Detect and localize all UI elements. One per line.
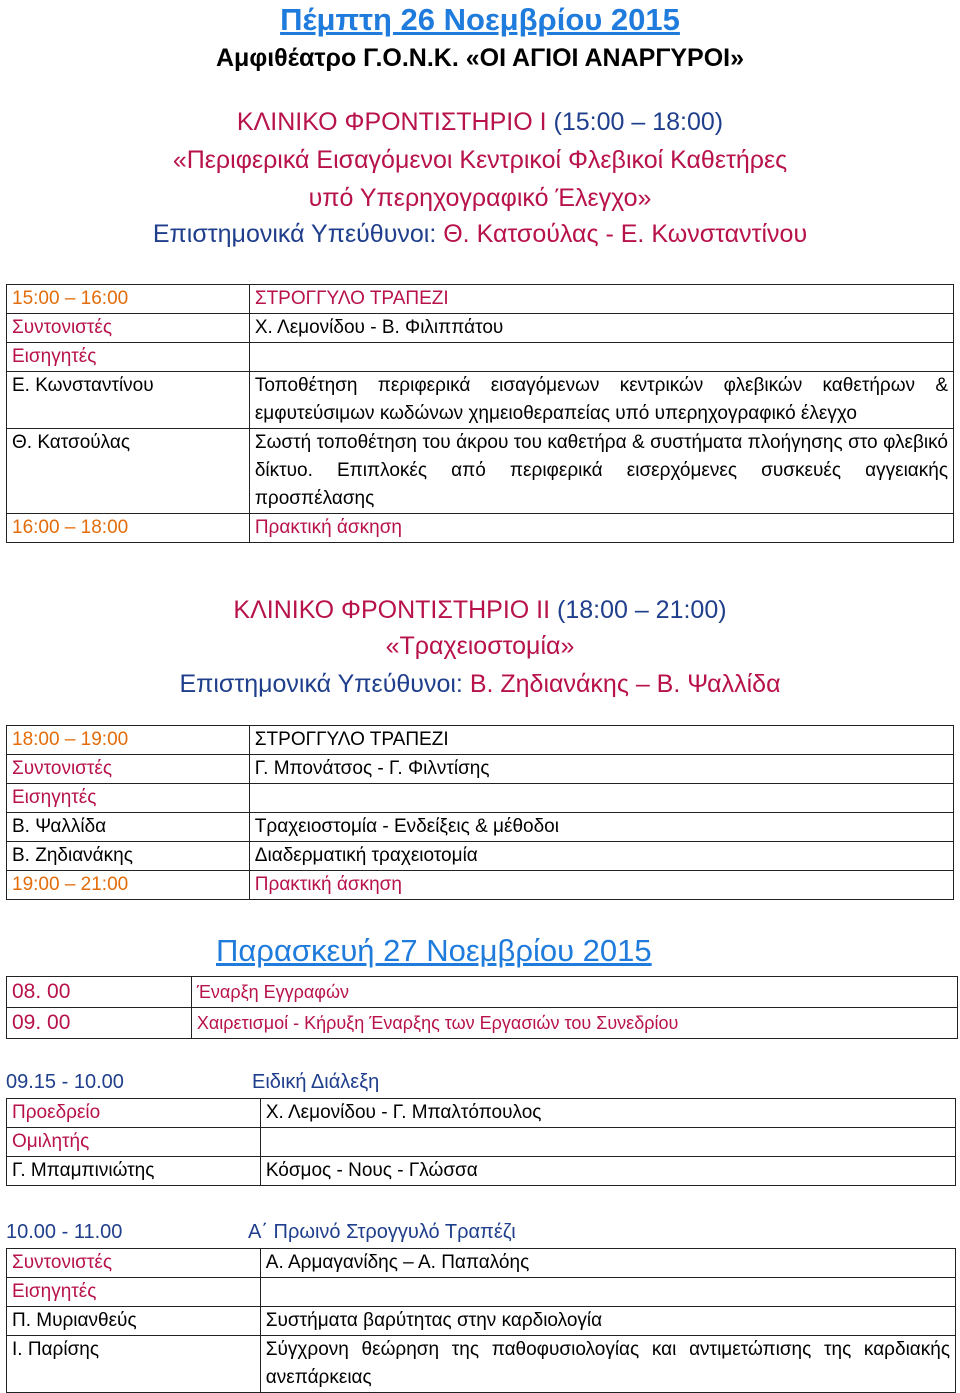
table-row — [7, 755, 954, 784]
empty-cell — [260, 1128, 955, 1157]
speakers-label: Εισηγητές — [7, 784, 250, 813]
table-row — [7, 285, 954, 314]
table-row — [7, 514, 954, 543]
seminar2-subtitle: «Τραχειοστομία» — [385, 632, 575, 660]
table-row — [7, 1128, 956, 1157]
seminar2-resp-label: Επιστημονικά Υπεύθυνοι: — [179, 670, 463, 698]
speaker-name: Β. Ψαλλίδα — [7, 813, 250, 842]
coordinators-label: Συντονιστές — [7, 1249, 261, 1278]
session-time: 15:00 – 16:00 — [7, 285, 250, 314]
roundtable-time: 10.00 - 11.00 — [6, 1221, 123, 1243]
table-row — [7, 813, 954, 842]
speaker-name: Β. Ζηδιανάκης — [7, 842, 250, 871]
session-type: ΣΤΡΟΓΓΥΛΟ ΤΡΑΠΕΖΙ — [249, 726, 953, 755]
lecture-table — [6, 1098, 956, 1186]
empty-cell — [260, 1278, 955, 1307]
session-time: 09. 00 — [7, 1008, 192, 1039]
speaker-name: Γ. Μπαμπινιώτης — [7, 1157, 261, 1186]
coordinators-label: Συντονιστές — [7, 314, 250, 343]
talk-title: Σύγχρονη θεώρηση της παθοφυσιολογίας και αντιμετώπισης της καρδιακής ανεπάρκειας — [260, 1336, 955, 1393]
seminar2-responsible — [0, 666, 960, 702]
lecture-time: 09.15 - 10.00 — [6, 1071, 124, 1093]
seminar2-title: ΚΛΙΝΙΚΟ ΦΡΟΝΤΙΣΤΗΡΙΟ ΙΙ — [233, 596, 551, 624]
table-row — [7, 1278, 956, 1307]
talk-title: Διαδερματική τραχειοτομία — [249, 842, 953, 871]
coordinators-names: Γ. Μπονάτσος - Γ. Φιλντίσης — [249, 755, 953, 784]
table-row — [7, 842, 954, 871]
day2-date-title: Παρασκευή 27 Νοεμβρίου 2015 — [216, 933, 652, 968]
talk-title: Τραχειοστομία - Ενδείξεις & μέθοδοι — [249, 813, 953, 842]
session-time: 16:00 – 18:00 — [7, 514, 250, 543]
table-row — [7, 1249, 956, 1278]
speaker-name: Π. Μυριανθεύς — [7, 1307, 261, 1336]
table-row — [7, 1099, 956, 1128]
table-row — [7, 372, 954, 429]
chair-names: Χ. Λεμονίδου - Γ. Μπαλτόπουλος — [260, 1099, 955, 1128]
seminar1-subtitle-1: «Περιφερικά Εισαγόμενοι Κεντρικοί Φλεβικοί Καθετήρες — [172, 146, 788, 174]
coordinators-names: Χ. Λεμονίδου - Β. Φιλιππάτου — [249, 314, 953, 343]
coordinators-label: Συντονιστές — [7, 755, 250, 784]
speaker-name: Ε. Κωνσταντίνου — [7, 372, 250, 429]
seminar1-resp-label: Επιστημονικά Υπεύθυνοι: — [152, 220, 437, 248]
seminar1-responsible — [0, 216, 960, 252]
session-text: Έναρξη Εγγραφών — [191, 977, 957, 1008]
session-time: 08. 00 — [7, 977, 192, 1008]
table-row — [7, 977, 958, 1008]
lecture-title: Ειδική Διάλεξη — [252, 1071, 380, 1093]
session-time: 18:00 – 19:00 — [7, 726, 250, 755]
seminar2-heading — [0, 592, 960, 628]
roundtable-table — [6, 1248, 956, 1393]
talk-title: Τοποθέτηση περιφερικά εισαγόμενων κεντρικών φλεβικών καθετήρων & εμφυτεύσιμων κωδώνων χημειοθεραπείας υπό υπερηχογραφικό έλεγχο — [249, 372, 953, 429]
chair-label: Προεδρείο — [7, 1099, 261, 1128]
seminar2-time: (18:00 – 21:00) — [557, 596, 727, 624]
speakers-label: Εισηγητές — [7, 343, 250, 372]
table-row — [7, 314, 954, 343]
practical-label: Πρακτική άσκηση — [249, 514, 953, 543]
venue-title: Αμφιθέατρο Γ.Ο.Ν.Κ. «ΟΙ ΑΓΙΟΙ ΑΝΑΡΓΥΡΟΙ» — [215, 44, 744, 72]
seminar1-time: (15:00 – 18:00) — [553, 108, 724, 136]
empty-cell — [249, 784, 953, 813]
speaker-name: Θ. Κατσούλας — [7, 429, 250, 514]
table-row — [7, 784, 954, 813]
page-date-title: Πέμπτη 26 Νοεμβρίου 2015 — [280, 2, 680, 37]
speaker-name: Ι. Παρίσης — [7, 1336, 261, 1393]
roundtable-title: Α΄ Πρωινό Στρογγυλό Τραπέζι — [248, 1221, 516, 1243]
seminar2-table — [6, 725, 954, 900]
table-row — [7, 1307, 956, 1336]
session-text: Χαιρετισμοί - Κήρυξη Έναρξης των Εργασιών του Συνεδρίου — [191, 1008, 957, 1039]
speakers-label: Εισηγητές — [7, 1278, 261, 1307]
session-type: ΣΤΡΟΓΓΥΛΟ ΤΡΑΠΕΖΙ — [249, 285, 953, 314]
seminar1-heading — [0, 104, 960, 140]
talk-title: Σωστή τοποθέτηση του άκρου του καθετήρα & συστήματα πλοήγησης στο φλεβικό δίκτυο. Επιπλοκές από περιφερικά εισερχόμενες συσκευές αγγειακής προσπέλασης — [249, 429, 953, 514]
seminar1-title: ΚΛΙΝΙΚΟ ΦΡΟΝΤΙΣΤΗΡΙΟ Ι — [236, 108, 547, 136]
session-time: 19:00 – 21:00 — [7, 871, 250, 900]
coordinators-names: Α. Αρμαγανίδης – Α. Παπαλόης — [260, 1249, 955, 1278]
seminar1-subtitle-2: υπό Υπερηχογραφικό Έλεγχο» — [308, 184, 652, 212]
talk-title: Κόσμος - Νους - Γλώσσα — [260, 1157, 955, 1186]
speaker-label: Ομιλητής — [7, 1128, 261, 1157]
seminar1-table — [6, 284, 954, 543]
empty-cell — [249, 343, 953, 372]
table-row — [7, 726, 954, 755]
table-row — [7, 429, 954, 514]
seminar1-resp-names: Θ. Κατσούλας - Ε. Κωνσταντίνου — [443, 220, 808, 248]
table-row — [7, 871, 954, 900]
practical-label: Πρακτική άσκηση — [249, 871, 953, 900]
day2-table — [6, 976, 958, 1039]
table-row — [7, 1008, 958, 1039]
seminar2-resp-names: Β. Ζηδιανάκης – Β. Ψαλλίδα — [469, 670, 781, 698]
table-row — [7, 1157, 956, 1186]
talk-title: Συστήματα βαρύτητας στην καρδιολογία — [260, 1307, 955, 1336]
table-row — [7, 1336, 956, 1393]
table-row — [7, 343, 954, 372]
